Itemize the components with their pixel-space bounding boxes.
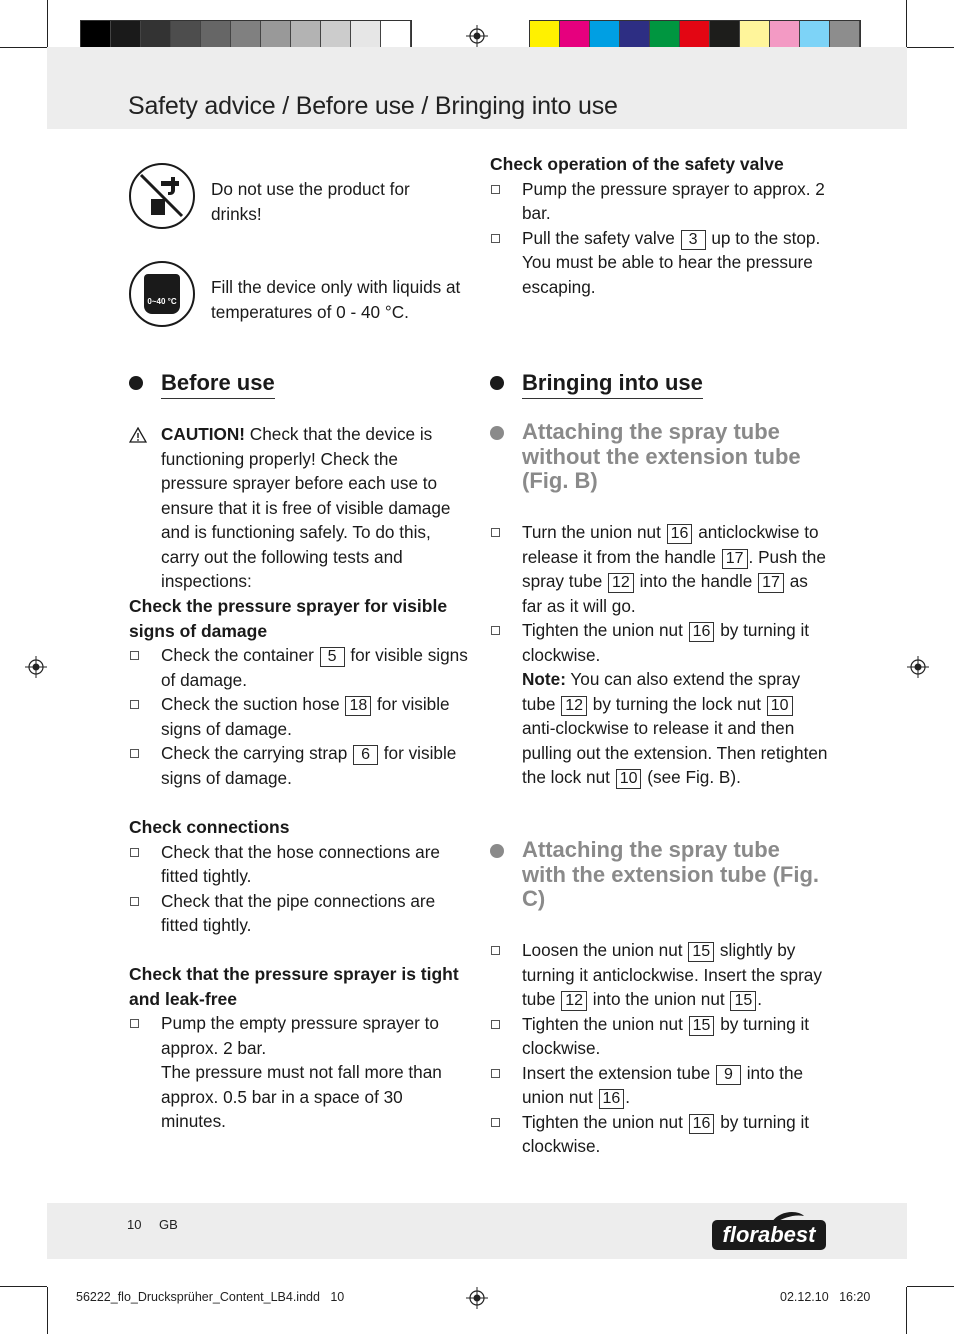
caution-text: Check that the device is functioning properly! Check the pressure sprayer before each use to ensure that it is free of visible damage and is functioning safely. To do this, carry out the following tests and inspections: [161,424,451,591]
without-extension-heading: Attaching the spray tube without the extension tube (Fig. B) [487,420,832,494]
list-item: Turn the union nut 16 anticlockwise to release it from the handle 17 . Push the spray tube 12 into the handle 17 as far as it will go. [490,520,830,618]
page-number: 10 [127,1217,142,1232]
list-item: Check the container 5 for visible signs of damage. [129,643,469,692]
list-item: Pump the pressure sprayer to approx. 2 bar. [490,177,830,226]
warning-triangle-icon [129,422,161,594]
registration-mark-icon [25,656,47,678]
crop-mark [47,1287,48,1334]
part-ref: 12 [561,991,587,1011]
crop-mark [907,1286,954,1287]
without-extension-section [487,420,832,494]
with-extension-heading: Attaching the spray tube with the extension tube (Fig. C) [487,838,832,912]
no-drinking-text: Do not use the product for drinks! [211,179,410,224]
leak-check-heading: Check that the pressure sprayer is tight and leak-free [129,964,459,1009]
language-code: GB [159,1217,178,1232]
section-bullet-icon [490,376,504,390]
section-bullet-icon [490,426,504,440]
temperature-container-shape [144,274,180,314]
caution-block [129,422,469,594]
damage-check-section [129,594,469,790]
part-ref: 9 [716,1065,741,1085]
part-ref: 12 [608,573,634,593]
list-item: Check the suction hose 18 for visible signs of damage. [129,692,469,741]
crop-mark [47,0,48,47]
crop-mark [907,47,954,48]
part-ref: 17 [758,573,784,593]
registration-mark-icon [907,656,929,678]
part-ref: 17 [722,549,748,569]
temperature-label: 0~40 °C [147,297,177,306]
part-ref: 18 [345,696,371,716]
no-drinking-icon [129,163,195,229]
list-item: Check the carrying strap 6 for visible signs of damage. [129,741,469,790]
list-item: Tighten the union nut 16 by turning it clockwise. Note: You can also extend the spray tube 12 by turning the lock nut 10 anti-clockwise to release it and then pulling out the extension. Then retighten the lock nut 10 (see Fig. B). [490,618,830,790]
slug-filename: 56222_flo_Drucksprüher_Content_LB4.indd 10 [76,1290,345,1304]
with-extension-section [487,838,832,912]
brand-name: florabest [722,1222,816,1247]
part-ref: 16 [599,1089,625,1109]
list-item: Tighten the union nut 15 by turning it clockwise. [490,1012,830,1061]
section-bullet-icon [129,376,143,390]
connections-section [129,815,469,938]
list-item: Check that the pipe connections are fitted tightly. [129,889,469,938]
registration-mark-icon [466,1287,488,1309]
bringing-into-use-heading: Bringing into use [487,370,703,399]
crop-mark [906,0,907,47]
page-title: Safety advice / Before use / Bringing into use [128,92,618,120]
caution-label: CAUTION! [161,424,246,444]
part-ref: 15 [730,991,756,1011]
part-ref: 5 [320,647,345,667]
part-ref: 15 [689,1016,715,1036]
damage-check-heading: Check the pressure sprayer for visible signs of damage [129,596,448,641]
part-ref: 15 [688,942,714,962]
list-item: Tighten the union nut 16 by turning it clockwise. [490,1110,830,1159]
with-extension-steps [490,938,830,1159]
part-ref: 16 [689,622,715,642]
part-ref: 12 [561,696,587,716]
florabest-logo [712,1210,828,1252]
slug-date: 02.12.10 16:20 [780,1290,871,1304]
temperature-text: Fill the device only with liquids at temperatures of 0 - 40 °C. [211,277,461,322]
without-extension-steps [490,520,830,790]
list-item: Pull the safety valve 3 up to the stop. You must be able to hear the pressure escaping. [490,226,830,300]
list-item: Insert the extension tube 9 into the union nut 16 . [490,1061,830,1110]
safety-valve-section [490,152,830,299]
part-ref: 3 [681,230,706,250]
connections-heading: Check connections [129,817,290,837]
crop-mark [0,47,47,48]
part-ref: 6 [353,745,378,765]
registration-mark-icon [466,25,488,47]
crop-mark [906,1287,907,1334]
note-label: Note: [522,669,566,689]
list-item: Check that the hose connections are fitted tightly. [129,840,469,889]
before-use-heading: Before use [126,370,275,399]
part-ref: 16 [667,524,693,544]
list-item: Pump the empty pressure sprayer to approx. 2 bar. The pressure must not fall more than approx. 0.5 bar in a space of 30 minutes. [129,1011,469,1134]
part-ref: 16 [689,1114,715,1134]
part-ref: 10 [616,769,642,789]
section-bullet-icon [490,844,504,858]
list-item: Loosen the union nut 15 slightly by turning it anticlockwise. Insert the spray tube 12 into the union nut 15 . [490,938,830,1012]
safety-valve-heading: Check operation of the safety valve [490,154,784,174]
crop-mark [0,1286,47,1287]
leak-check-section [129,962,469,1134]
temperature-icon [129,261,195,327]
part-ref: 10 [767,696,793,716]
